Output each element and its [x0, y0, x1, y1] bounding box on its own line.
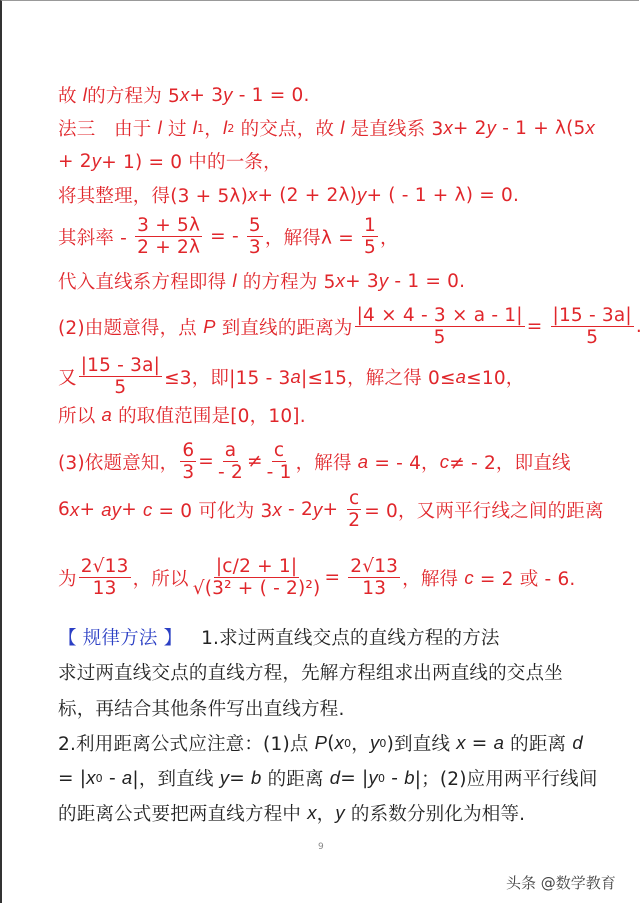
- text-run: 的取值范围是[0，10].: [111, 406, 306, 427]
- text-run: 2.利用距离公式应注意：(1)点: [58, 734, 315, 755]
- math-variable: y: [223, 84, 233, 105]
- subscript: 0: [379, 736, 387, 750]
- numerator: a: [224, 440, 237, 461]
- denominator: 13: [362, 578, 387, 600]
- text-run: ，: [204, 119, 223, 140]
- text-run: ，解得λ =: [264, 227, 361, 249]
- math-variable: d: [572, 732, 583, 753]
- text-line: [58, 355, 525, 399]
- fraction: [79, 556, 131, 600]
- math-variable: l: [82, 84, 88, 105]
- text-run: ，所以: [132, 568, 189, 590]
- text-run: 的距离: [261, 769, 330, 790]
- text-run: + 1) = 0 中的一条，: [101, 152, 282, 173]
- math-variable: x: [443, 117, 453, 138]
- text-run: 到直线的距离为: [215, 317, 353, 339]
- text-line: [58, 268, 465, 294]
- fraction: [135, 215, 202, 259]
- math-variable: x: [179, 84, 190, 105]
- math-variable: l: [232, 270, 237, 291]
- text-run: ≠ - 2，即直线: [449, 452, 571, 474]
- text-line: [58, 115, 595, 141]
- text-run: 的系数分别化为相等.: [344, 804, 526, 825]
- math-variable: x: [272, 498, 282, 520]
- math-variable: b: [251, 767, 262, 788]
- text-run: 的交点，故: [234, 119, 341, 140]
- text-run: = - 4，: [368, 452, 440, 474]
- math-variable: y: [312, 498, 323, 520]
- text-run: + 3: [345, 270, 379, 292]
- math-variable: P: [314, 732, 328, 753]
- fraction: [216, 440, 245, 484]
- fraction: [355, 305, 525, 349]
- subscript: 0: [95, 771, 103, 785]
- text-run: 6: [58, 499, 70, 521]
- text-run: (3)依题意知，: [58, 452, 179, 474]
- text-run: - 1 = 0.: [388, 270, 466, 292]
- numerator: c: [273, 440, 285, 461]
- fraction: [79, 355, 162, 399]
- text-run: =: [198, 451, 214, 473]
- numerator: 5: [248, 215, 261, 236]
- text-run: 1.求过两直线交点的直线方程的方法: [182, 628, 500, 649]
- section-label: 【 规律方法 】: [58, 628, 183, 649]
- text-run: = -: [204, 226, 245, 248]
- text-run: -: [385, 767, 405, 789]
- math-variable: x: [335, 270, 346, 291]
- text-run: 其斜率 -: [58, 227, 134, 249]
- math-variable: y: [368, 767, 378, 788]
- subscript: 0: [344, 736, 352, 750]
- math-variable: x: [334, 732, 345, 753]
- watermark: 头条 @数学教育: [506, 874, 616, 892]
- fraction: [551, 305, 634, 349]
- text-run: (: [327, 732, 335, 754]
- denominator: - 1: [266, 462, 292, 484]
- text-line: [58, 488, 604, 532]
- denominator: 5: [364, 237, 377, 259]
- text-run: = 2 或 - 6.: [473, 568, 576, 590]
- text-line: [58, 556, 576, 600]
- math-variable: a: [493, 732, 505, 753]
- text-run: +: [79, 499, 102, 521]
- text-line: [58, 215, 399, 259]
- math-variable: c: [439, 450, 450, 472]
- text-run: - 2: [281, 499, 313, 521]
- math-variable: a: [101, 498, 112, 520]
- text-line: [58, 440, 571, 484]
- text-run: 代入直线系方程即得: [58, 272, 233, 293]
- fraction: [348, 556, 400, 600]
- text-run: = |: [340, 767, 369, 789]
- math-variable: y: [219, 767, 230, 788]
- text-run: |，到直线: [132, 769, 220, 790]
- math-variable: x: [456, 732, 466, 753]
- text-run: 是直线系 3: [344, 119, 444, 140]
- text-run: - 1 = 0.: [232, 84, 310, 106]
- subscript: 1: [197, 121, 205, 135]
- fraction: [180, 440, 196, 484]
- text-run: 又: [58, 367, 77, 389]
- math-variable: a: [121, 767, 133, 788]
- numerator: |c/2 + 1|: [215, 556, 298, 577]
- math-variable: c: [464, 566, 474, 588]
- text-run: 过: [161, 119, 193, 140]
- text-run: ≤10，: [466, 367, 525, 389]
- text-run: 标，再结合其他条件写出直线方程.: [58, 699, 345, 720]
- fraction: [362, 215, 378, 259]
- text-run: 为: [58, 568, 77, 590]
- math-variable: x: [248, 184, 258, 205]
- text-run: =: [229, 767, 251, 789]
- math-variable: l: [157, 117, 162, 138]
- numerator: c: [349, 488, 360, 509]
- math-variable: y: [369, 732, 380, 753]
- math-variable: y: [378, 270, 389, 291]
- numerator: 3 + 5λ: [137, 215, 201, 236]
- text-run: =: [324, 567, 347, 589]
- text-run: + 3: [189, 84, 224, 106]
- text-run: = 0 可化为 3: [152, 500, 273, 522]
- text-line: [58, 305, 642, 349]
- math-variable: x: [86, 767, 96, 788]
- math-variable: y: [111, 498, 122, 520]
- text-line: [58, 182, 519, 208]
- page-number: 9: [318, 842, 324, 852]
- math-variable: P: [203, 315, 216, 337]
- text-line: [58, 730, 583, 756]
- text-run: 的距离: [504, 734, 573, 755]
- text-run: .: [635, 316, 642, 338]
- fraction: [265, 440, 294, 484]
- numerator: |4 × 4 - 3 × a - 1|: [356, 305, 523, 326]
- math-variable: y: [357, 184, 367, 205]
- denominator: - 2: [218, 462, 243, 484]
- math-variable: l: [223, 117, 228, 138]
- denominator: 3: [182, 462, 195, 484]
- text-run: ，: [380, 227, 399, 249]
- text-run: ，解得: [295, 452, 358, 474]
- text-run: ，: [351, 734, 370, 755]
- numerator: 2√13: [350, 556, 399, 577]
- text-run: )到直线: [386, 734, 457, 755]
- numerator: 6: [182, 440, 195, 461]
- denominator: 13: [92, 578, 117, 600]
- text-run: (2)由题意得，点: [58, 317, 204, 339]
- denominator: 5: [586, 327, 599, 349]
- text-run: 的距离公式要把两直线方程中: [58, 804, 308, 825]
- math-variable: a: [290, 365, 302, 387]
- text-run: 求过两直线交点的直线方程，先解方程组求出两直线的交点坐: [58, 663, 563, 684]
- text-run: 所以: [58, 406, 102, 427]
- denominator: 2 + 2λ: [137, 237, 201, 259]
- math-variable: a: [101, 404, 112, 425]
- text-line: [58, 148, 282, 174]
- text-run: 故: [58, 86, 83, 107]
- math-variable: l: [340, 117, 345, 138]
- text-line: [58, 402, 306, 428]
- numerator: 1: [364, 215, 377, 236]
- text-run: = |: [58, 767, 87, 789]
- fraction: [346, 488, 362, 532]
- math-variable: y: [91, 150, 102, 171]
- text-run: - 1 + λ(5: [496, 117, 586, 139]
- math-variable: a: [455, 365, 467, 387]
- denominator: 3: [248, 237, 261, 259]
- fraction: [191, 556, 323, 600]
- text-run: ，: [316, 804, 336, 825]
- text-run: + 2: [58, 150, 92, 172]
- text-run: ≠: [246, 451, 263, 473]
- text-line: [58, 659, 563, 685]
- text-line: [58, 624, 500, 650]
- text-run: -: [102, 767, 122, 789]
- text-line: [58, 800, 525, 826]
- numerator: 2√13: [80, 556, 129, 577]
- math-variable: x: [307, 802, 317, 823]
- text-run: +: [322, 499, 345, 521]
- numerator: |15 - 3a|: [552, 305, 632, 326]
- text-line: [58, 82, 310, 108]
- text-run: 的方程为 5: [236, 272, 336, 293]
- math-variable: l: [192, 117, 198, 138]
- numerator: |15 - 3a|: [80, 355, 161, 376]
- math-variable: y: [486, 117, 497, 138]
- text-run: + (2 + 2λ): [257, 184, 358, 206]
- subscript: 0: [377, 771, 386, 785]
- text-run: 的方程为 5: [87, 86, 180, 107]
- text-run: ≤3，即|15 - 3: [164, 367, 291, 389]
- fraction: [247, 215, 263, 259]
- text-run: 法三 由于: [58, 119, 158, 140]
- text-line: [58, 765, 598, 791]
- math-variable: y: [335, 802, 345, 823]
- math-variable: x: [69, 498, 80, 520]
- text-run: ，解得: [402, 568, 465, 590]
- text-run: + 2: [452, 117, 487, 139]
- text-run: |；(2)应用两平行线间: [414, 769, 598, 790]
- text-run: + ( - 1 + λ) = 0.: [366, 184, 520, 206]
- math-variable: b: [404, 767, 415, 788]
- math-variable: c: [142, 498, 153, 520]
- math-variable: a: [357, 450, 369, 472]
- text-line: [58, 695, 345, 721]
- text-run: |≤15，解之得 0≤: [301, 367, 456, 389]
- math-variable: d: [329, 767, 341, 788]
- subscript: 2: [227, 121, 235, 135]
- denominator: 2: [348, 510, 361, 532]
- text-run: =: [526, 316, 549, 338]
- denominator: 5: [114, 377, 127, 399]
- denominator: 5: [433, 327, 446, 349]
- denominator: √(3² + ( - 2)²): [192, 578, 321, 600]
- text-run: +: [121, 499, 143, 521]
- text-run: = 0，又两平行线之间的距离: [364, 500, 604, 522]
- text-run: 将其整理，得(3 + 5λ): [58, 186, 248, 207]
- text-run: =: [465, 732, 494, 754]
- math-variable: x: [585, 117, 595, 138]
